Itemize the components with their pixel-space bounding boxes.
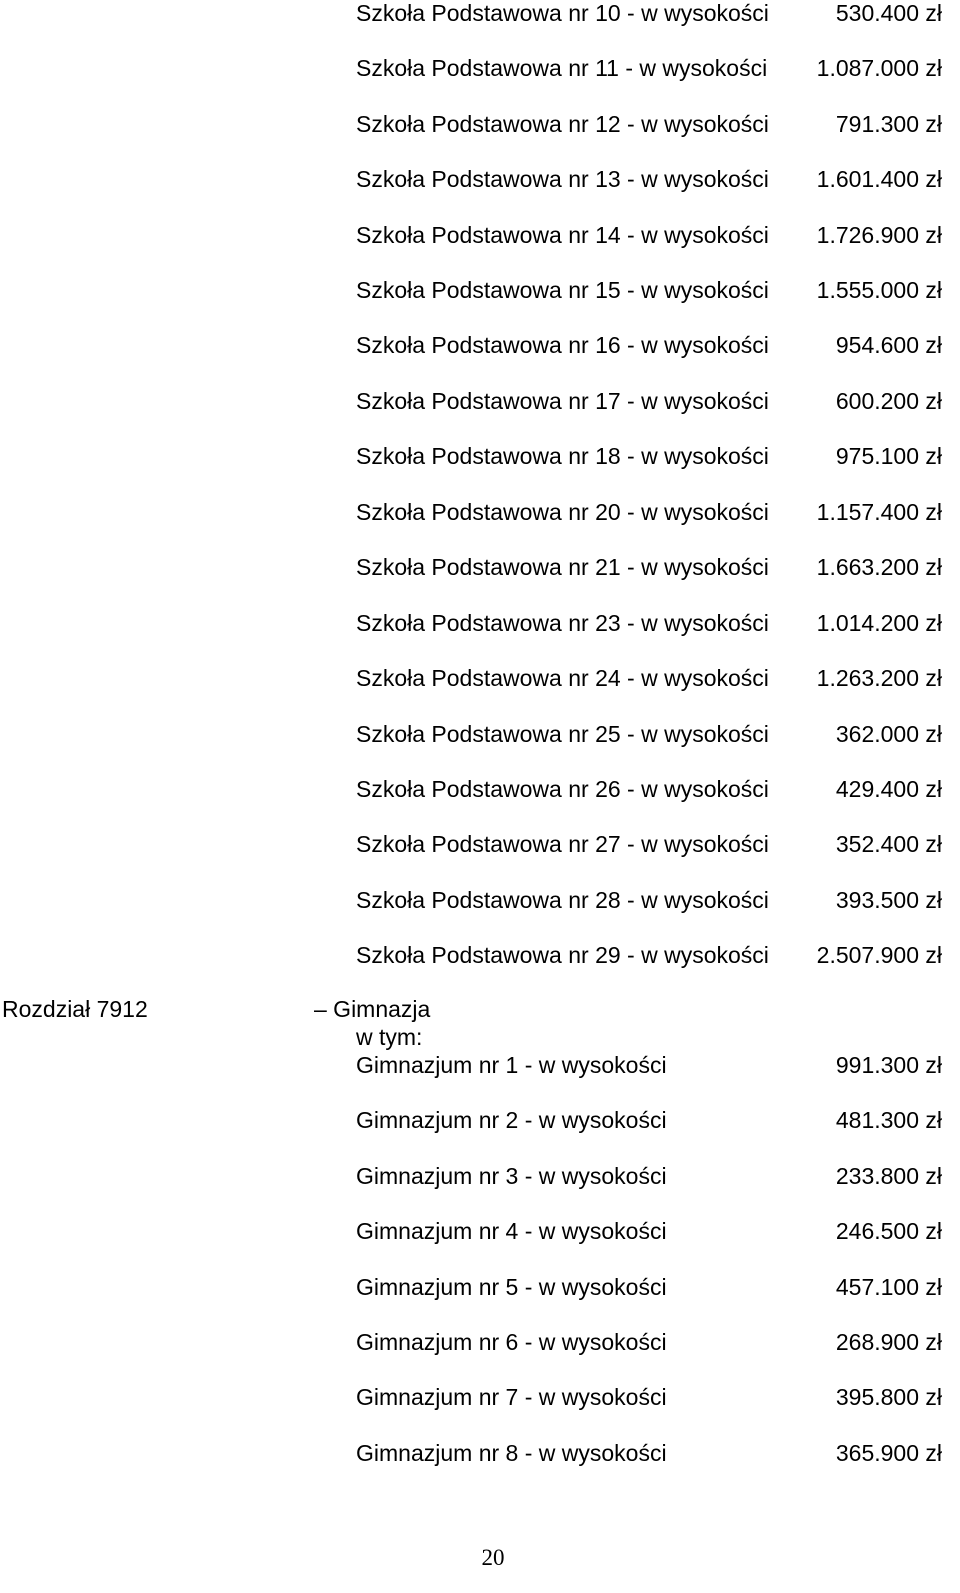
school-row — [0, 277, 960, 307]
school-name: Szkoła Podstawowa nr 28 - w wysokości — [356, 887, 769, 913]
school-amount: 791.300 zł — [835, 111, 942, 137]
school-amount: 1.726.900 zł — [816, 222, 942, 248]
school-row — [0, 665, 960, 695]
school-row — [0, 388, 960, 418]
gymnasium-name: Gimnazjum nr 6 - w wysokości — [356, 1329, 667, 1355]
school-row — [0, 499, 960, 529]
school-amount: 1.555.000 zł — [816, 277, 942, 303]
section-title: – Gimnazja — [314, 996, 431, 1022]
gymnasium-row — [0, 1163, 960, 1193]
gymnasium-amount: 991.300 zł — [835, 1052, 942, 1078]
school-name: Szkoła Podstawowa nr 15 - w wysokości — [356, 277, 769, 303]
school-row — [0, 332, 960, 362]
gymnasium-amount: 481.300 zł — [835, 1107, 942, 1133]
school-row — [0, 443, 960, 473]
school-amount: 1.087.000 zł — [816, 55, 942, 81]
gymnasium-row — [0, 1440, 960, 1470]
gymnasium-row — [0, 1218, 960, 1248]
gymnasium-amount: 365.900 zł — [835, 1440, 942, 1466]
school-row — [0, 222, 960, 252]
school-row — [0, 887, 960, 917]
school-name: Szkoła Podstawowa nr 14 - w wysokości — [356, 222, 769, 248]
school-amount: 1.157.400 zł — [816, 499, 942, 525]
gymnasium-name: Gimnazjum nr 3 - w wysokości — [356, 1163, 667, 1189]
school-row — [0, 776, 960, 806]
gymnasium-name: Gimnazjum nr 7 - w wysokości — [356, 1384, 667, 1410]
gymnasium-row — [0, 1384, 960, 1414]
section-label: Rozdział 7912 — [2, 996, 148, 1022]
school-name: Szkoła Podstawowa nr 25 - w wysokości — [356, 721, 769, 747]
gymnasium-name: Gimnazjum nr 4 - w wysokości — [356, 1218, 667, 1244]
gymnasium-name: Gimnazjum nr 1 - w wysokości — [356, 1052, 667, 1078]
school-amount: 1.663.200 zł — [816, 554, 942, 580]
school-amount: 429.400 zł — [835, 776, 942, 802]
school-name: Szkoła Podstawowa nr 26 - w wysokości — [356, 776, 769, 802]
gymnasium-amount: 457.100 zł — [835, 1274, 942, 1300]
school-name: Szkoła Podstawowa nr 24 - w wysokości — [356, 665, 769, 691]
school-name: Szkoła Podstawowa nr 27 - w wysokości — [356, 831, 769, 857]
gymnasium-amount: 268.900 zł — [835, 1329, 942, 1355]
school-name: Szkoła Podstawowa nr 20 - w wysokości — [356, 499, 769, 525]
school-row — [0, 0, 960, 30]
school-row — [0, 721, 960, 751]
school-row — [0, 166, 960, 196]
school-amount: 362.000 zł — [835, 721, 942, 747]
school-name: Szkoła Podstawowa nr 13 - w wysokości — [356, 166, 769, 192]
school-name: Szkoła Podstawowa nr 29 - w wysokości — [356, 942, 769, 968]
gymnasium-amount: 395.800 zł — [835, 1384, 942, 1410]
school-amount: 2.507.900 zł — [816, 942, 942, 968]
school-amount: 600.200 zł — [835, 388, 942, 414]
school-name: Szkoła Podstawowa nr 11 - w wysokości — [356, 55, 768, 81]
school-amount: 1.263.200 zł — [816, 665, 942, 691]
school-amount: 954.600 zł — [835, 332, 942, 358]
school-name: Szkoła Podstawowa nr 10 - w wysokości — [356, 0, 769, 26]
gymnasium-amount: 246.500 zł — [835, 1218, 942, 1244]
gymnasium-name: Gimnazjum nr 2 - w wysokości — [356, 1107, 667, 1133]
school-amount: 1.601.400 zł — [816, 166, 942, 192]
school-name: Szkoła Podstawowa nr 16 - w wysokości — [356, 332, 769, 358]
school-name: Szkoła Podstawowa nr 21 - w wysokości — [356, 554, 769, 580]
school-name: Szkoła Podstawowa nr 23 - w wysokości — [356, 610, 769, 636]
gymnasium-row — [0, 1329, 960, 1359]
school-row — [0, 554, 960, 584]
school-name: Szkoła Podstawowa nr 12 - w wysokości — [356, 111, 769, 137]
school-row — [0, 55, 960, 85]
gymnasium-row — [0, 1274, 960, 1304]
school-amount: 530.400 zł — [835, 0, 942, 26]
school-name: Szkoła Podstawowa nr 17 - w wysokości — [356, 388, 769, 414]
gymnasium-row — [0, 1107, 960, 1137]
school-name: Szkoła Podstawowa nr 18 - w wysokości — [356, 443, 769, 469]
school-amount: 352.400 zł — [835, 831, 942, 857]
gymnasium-amount: 233.800 zł — [835, 1163, 942, 1189]
page-number: 20 — [481, 1545, 505, 1570]
gymnasium-name: Gimnazjum nr 8 - w wysokości — [356, 1440, 667, 1466]
gymnasium-row — [0, 1052, 960, 1082]
gymnasium-name: Gimnazjum nr 5 - w wysokości — [356, 1274, 667, 1300]
school-amount: 1.014.200 zł — [816, 610, 942, 636]
school-row — [0, 610, 960, 640]
school-amount: 393.500 zł — [835, 887, 942, 913]
school-amount: 975.100 zł — [835, 443, 942, 469]
school-row — [0, 831, 960, 861]
section-subtitle: w tym: — [356, 1024, 423, 1050]
school-row — [0, 111, 960, 141]
school-row — [0, 942, 960, 972]
